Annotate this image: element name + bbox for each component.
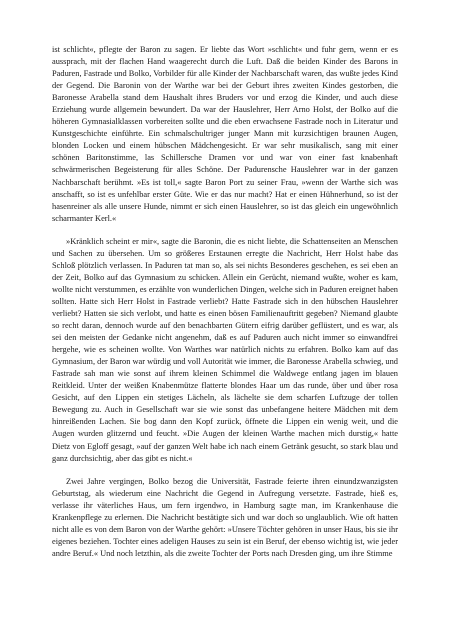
paragraph-1: ist schlicht«, pflegte der Baron zu sagen. Er liebte das Wort »schlicht« und fuhr gern, wenn er es aussprach, mit der flachen Hand waagerecht durch die Luft. Daß die beiden Kinder des Barons in Paduren, Fastrade und Bolko, Vorbilder für alle Kinder der Nachbarschaft waren, das wußte jedes Kind der Gegend. Die Baronin von der Warthe war bei der Geburt ihres zweiten Kindes gestorben, die Baronesse Arabella stand dem Haushalt ihres Bruders vor und erzog die Kinder, und auch diese Erziehung wurde allgemein bewundert. Da war der Hauslehrer, Herr Arno Holst, der Bolko auf die höheren Gymnasialklassen vorbereiten sollte und die eben erwachsene Fastrade noch in Literatur und Kunstgeschichte einführte. Ein schmalschultriger junger Mann mit kurzsichtigen braunen Augen, blonden Locken und einem hübschen Mädchengesicht. Er war sehr musikalisch, sang mit einer schönen Baritonstimme, las Schillersche Dramen vor und war von einer fast knabenhaft schwärmerischen Begeisterung für alles Schöne. Der Padurensche Hauslehrer war in der ganzen Nachbarschaft berühmt. »Es ist toll,« sagte Baron Port zu seiner Frau, »wenn der Warthe sich was anschafft, so ist es unfehlbar erster Güte. Wie er das nur macht? Hat er einen Hühnerhund, so ist der hasenreiner als alle unsere Hunde, nimmt er sich einen Hauslehrer, so ist das gleich ein ungewöhnlich scharmanter Kerl.«	[52, 45, 398, 223]
paragraph-2: »Kränklich scheint er mir«, sagte die Baronin, die es nicht liebte, die Schattenseiten an Menschen und Sachen zu übersehen. Um so größeres Erstaunen erregte die Nachricht, Herr Holst habe das Schloß plötzlich verlassen. In Paduren tat man so, als sei nichts Besonderes geschehen, es sei eben an der Zeit, Bolko auf das Gymnasium zu schicken. Allein ein Gerücht, niemand wußte, woher es kam, wollte nicht verstummen, es erzählte von wunderlichen Dingen, welche sich in Paduren ereignet haben sollten. Hatte sich Herr Holst in Fastrade verliebt? Hatte Fastrade sich in den hübschen Hauslehrer verliebt? Hatten sie sich verlobt, und hatte es einen bösen Familienauftritt gegeben? Niemand glaubte so recht daran, dennoch wurde auf den benachbarten Gütern eifrig darüber geflüstert, und es war, als sei den meisten der Gedanke nicht angenehm, daß es auf Paduren auch nicht immer so einwandfrei hergehe, wie es scheinen wollte. Von Warthes war natürlich nichts zu erfahren. Bolko kam auf das Gymnasium, der Baron war würdig und voll Autorität wie immer, die Baronesse Arabella schwieg, und Fastrade sah man wie sonst auf ihrem kleinen Schimmel die Waldwege entlang jagen im blauen Reitkleid. Unter der weißen Knabenmütze flatterte blondes Haar um das runde, über und über rosa Gesicht, auf den Lippen ein stetiges Lächeln, als lächelte sie dem scharfen Luftzuge der tollen Bewegung zu. Auch in Gesellschaft war sie wie sonst das unbefangene heitere Mädchen mit dem hinreißenden Lachen. Sie bog dann den Kopf zurück, öffnete die Lippen ein wenig weit, und die Augen wurden glitzernd und feucht. »Die Augen der kleinen Warthe machen mich durstig,« hatte Dietz von Egloff gesagt, »auf der ganzen Welt habe ich nach einem Getränk gesucht, so stark blau und ganz durchsichtig, aber das gibt es nicht.«	[52, 236, 398, 463]
paragraph-gap	[52, 465, 398, 476]
paragraph-3: Zwei Jahre vergingen, Bolko bezog die Universität, Fastrade feierte ihren einundzwanzigsten Geburtstag, als wiederum eine Nachricht die Gegend in Aufregung versetzte. Fastrade, hieß es, verlasse ihr väterliches Haus, um fern irgendwo, in Hamburg sagte man, im Krankenhause die Krankenpflege zu erlernen. Die Nachricht bestätigte sich und war doch so unglaublich. Wie oft hatten nicht alle es von dem Baron von der Warthe gehört: »Unsere Töchter gehören in unser Haus, bis sie ihr eigenes beziehen. Tochter eines adeligen Hauses zu sein ist ein Beruf, der ebenso wichtig ist, wie jeder andre Beruf.« Und noch letzthin, als die zweite Tochter der Ports nach Dresden ging, um ihre Stimme	[52, 476, 398, 558]
document-page	[52, 44, 398, 560]
paragraph-gap	[52, 225, 398, 236]
